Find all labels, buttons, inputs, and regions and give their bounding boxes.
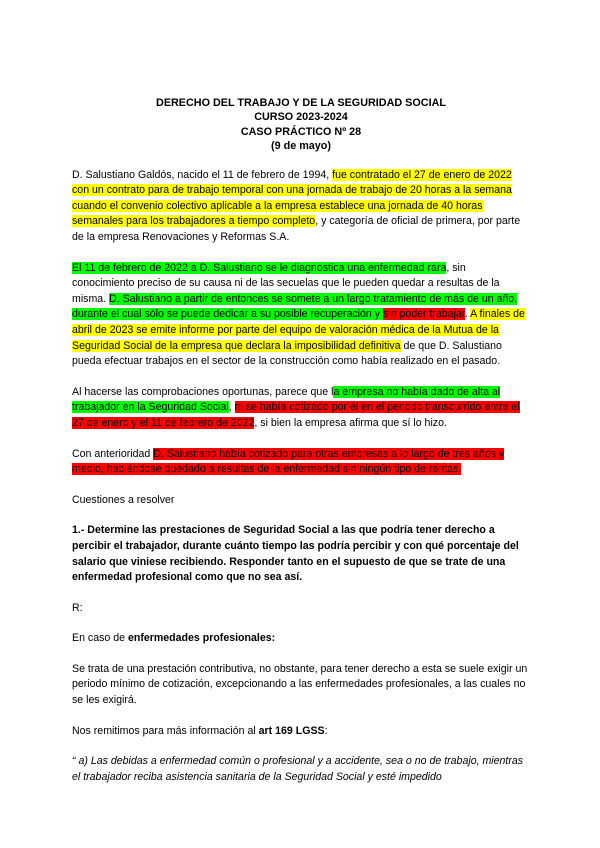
text: , si bien la empresa afirma que sí lo hizo. xyxy=(254,416,447,429)
text: Con anterioridad xyxy=(72,447,154,460)
highlight-green: D. Salustiano a partir de entonces se somete a un largo tratamiento de más de un año, durante el cual sólo se puede dedicar a su posible recuperación y xyxy=(72,292,518,321)
paragraph-previous xyxy=(72,447,530,478)
highlight-red: ni se había cotizado por él en el periodo transcurrido entre el 27 de enero y el 11 de febrero de 2022 xyxy=(72,401,520,429)
header-title: DERECHO DEL TRABAJO Y DE LA SEGURIDAD SOCIAL xyxy=(156,97,446,109)
header-date: (9 de mayo) xyxy=(271,140,331,153)
bold-text: enfermedades profesionales: xyxy=(127,632,276,645)
document-header xyxy=(72,96,530,154)
paragraph-diagnosis xyxy=(72,261,530,370)
highlight-green: a empresa no había dado de alta al trabajador en la Seguridad Social xyxy=(72,385,501,414)
text: . xyxy=(464,308,471,321)
text: de que D. Salustiano pueda efectuar trabajos en el sector de la construcción como había realizado en el pasado. xyxy=(72,339,502,368)
paragraph-checks xyxy=(72,385,530,432)
highlight-yellow: fue contratado el 27 de enero de 2022 con un contrato para de trabajo temporal con una jornada de trabajo de 20 horas a la semana cuando el convenio colectivo aplicable a la empresa establece una jornada de 40 horas semanales para los trabajadores a tiempo completo xyxy=(72,168,512,228)
text: , y categoría de oficial de primera, por parte de la empresa Renovaciones y Reformas S.A. xyxy=(72,215,521,243)
answer-label: R: xyxy=(72,601,83,614)
text: : xyxy=(324,724,328,737)
paragraph-case xyxy=(72,631,530,647)
paragraph-contract xyxy=(72,168,530,246)
question-1: 1.- Determine las prestaciones de Seguridad Social a las que podría tener derecho a percibir el trabajador, durante cuánto tiempo las podría percibir y con qué porcentaje del salario que viniese recibiendo. Responder tanto en el supuesto de que se trate de una enfermedad profesional como que no sea así. xyxy=(72,524,519,584)
text: , sin conocimiento preciso de su causa ni de las secuelas que le pueden quedar a resultas de la misma. xyxy=(72,261,500,305)
section-heading: Cuestiones a resolver xyxy=(72,493,175,506)
highlight-green: El 11 de febrero de 2022 a D. Salustiano se le diagnostica una enfermedad rara xyxy=(72,261,447,274)
text: En caso de xyxy=(72,632,128,645)
highlight-yellow: A finales de abril de 2023 se emite informe por parte del equipo de valoración médica de la Mutua de la Seguridad Social de la empresa que declara la imposibilidad definitiva xyxy=(72,308,525,352)
highlight-red: sin poder trabajar xyxy=(382,308,465,321)
paragraph-reference xyxy=(72,724,530,740)
law-quote: “ a) Las debidas a enfermedad común o profesional y a accidente, sea o no de trabajo, mientras el trabajador reciba asistencia sanitaria de la Seguridad Social y esté impedido xyxy=(72,755,524,783)
highlight-red: D. Salustiano había cotizado para otras empresas a lo largo de tres años y medio, habiéndose quedado a resultas de la enfermedad sin ningún tipo de rentas. xyxy=(72,447,505,476)
text: Nos remitimos para más información al xyxy=(72,724,259,737)
text: , xyxy=(228,401,235,414)
text: Al hacerse las comprobaciones oportunas, parece que l xyxy=(72,385,334,398)
text: D. Salustiano Galdós, nacido el 11 de febrero de 1994, xyxy=(72,168,333,181)
article-reference: art 169 LGSS xyxy=(258,724,325,737)
header-case: CASO PRÁCTICO Nº 28 xyxy=(240,125,362,138)
header-course: CURSO 2023-2024 xyxy=(254,111,348,124)
paragraph-contributive: Se trata de una prestación contributiva, no obstante, para tener derecho a esta se suele exigir un periodo mínimo de cotización, excepcionando a las enfermedades profesionales, a las cuales no se les exigirá. xyxy=(72,662,528,707)
